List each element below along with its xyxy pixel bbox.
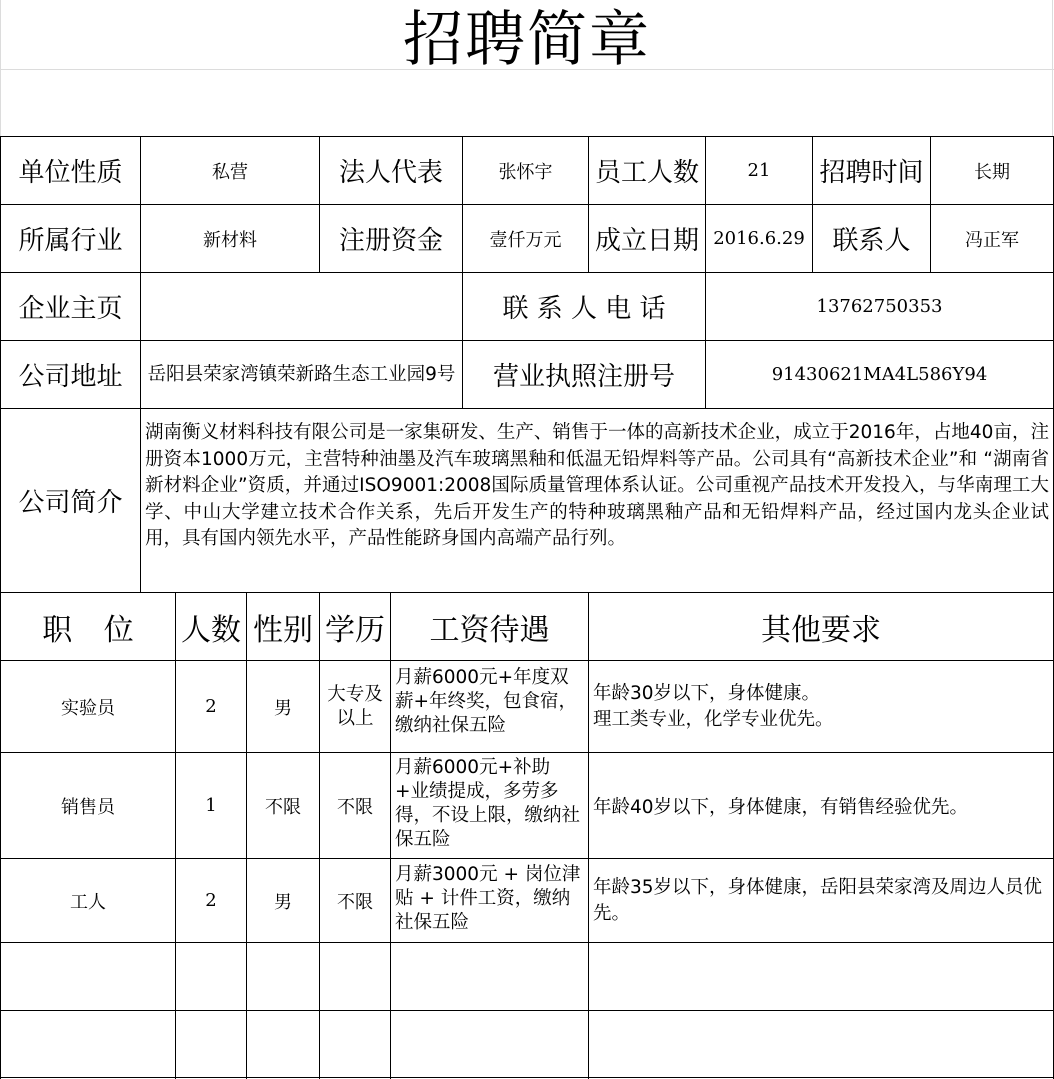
- empty-row: [1, 943, 1053, 1010]
- job-requirements-line: 理工类专业，化学专业优先。: [593, 708, 834, 730]
- job-position: 销售员: [61, 796, 115, 818]
- job-education: 大专及以上: [327, 683, 383, 729]
- license-value: 91430621MA4L586Y94: [771, 364, 988, 385]
- license-label: 营业执照注册号: [492, 362, 675, 392]
- job-salary: 月薪6000元+年度双薪+年终奖，包食宿，缴纳社保五险: [395, 667, 578, 736]
- job-gender: 男: [274, 697, 292, 719]
- recruit-time-label: 招聘时间: [819, 158, 924, 188]
- industry-value: 新材料: [203, 229, 257, 251]
- header-position: 职 位: [42, 612, 134, 648]
- header-gender: 性别: [253, 612, 313, 648]
- empty-row: [1, 1011, 1053, 1077]
- contact-value: 冯正军: [965, 229, 1019, 251]
- job-position: 工人: [70, 891, 106, 913]
- job-education: 不限: [337, 891, 373, 913]
- job-salary: 月薪3000元 + 岗位津贴 + 计件工资，缴纳社保五险: [395, 864, 581, 933]
- industry-label: 所属行业: [18, 226, 123, 256]
- recruit-time-value: 长期: [974, 161, 1010, 183]
- homepage-label: 企业主页: [18, 294, 123, 324]
- capital-value: 壹仟万元: [489, 229, 562, 251]
- header-salary: 工资待遇: [429, 612, 550, 648]
- homepage-value: [141, 273, 462, 340]
- phone-label: 联 系 人 电 话: [502, 294, 666, 324]
- intro-text: 湖南衡义材料科技有限公司是一家集研发、生产、销售于一体的高新技术企业，成立于2016年，占地40亩，注册资本1000万元，主营特种油墨及汽车玻璃黑釉和低温无铅焊料等产品。公司具有“高新技术企业”和 “湖南省新材料企业”资质，并通过ISO9001:2008国际质量管理体系认证。公司重视产品技术开发投入，与华南理工大学、中山大学建立技术合作关系，先后开发生产的特种玻璃黑釉产品和无铅焊料产品，经过国内龙头企业试用，具有国内领先水平，产品性能跻身国内高端产品行列。: [145, 422, 1049, 549]
- job-gender: 男: [274, 891, 292, 913]
- job-education: 不限: [337, 796, 373, 818]
- job-count: 2: [205, 696, 217, 717]
- header-education: 学历: [325, 612, 385, 648]
- table-border: [0, 408, 1054, 409]
- job-count: 2: [205, 890, 217, 911]
- contact-label: 联系人: [832, 226, 911, 256]
- job-position: 实验员: [61, 697, 115, 719]
- job-requirements: [589, 661, 1053, 752]
- staff-label: 员工人数: [594, 158, 699, 188]
- intro-label: 公司简介: [18, 488, 123, 518]
- table-border: [0, 1077, 1054, 1078]
- header-requirements: 其他要求: [761, 612, 881, 648]
- job-requirements: 年龄35岁以下，身体健康，岳阳县荣家湾及周边人员优先。: [593, 876, 1043, 924]
- staff-value: 21: [747, 160, 771, 181]
- job-gender: 不限: [265, 796, 301, 818]
- founded-label: 成立日期: [594, 226, 699, 256]
- address-value: 岳阳县荣家湾镇荣新路生态工业园9号: [147, 363, 456, 385]
- address-label: 公司地址: [18, 362, 123, 392]
- capital-label: 注册资金: [338, 226, 443, 256]
- header-count: 人数: [181, 612, 241, 648]
- nature-value: 私营: [212, 161, 248, 183]
- job-requirements-line: 年龄30岁以下，身体健康。: [593, 682, 821, 704]
- phone-value: 13762750353: [816, 296, 943, 317]
- job-count: 1: [205, 795, 217, 816]
- founded-value: 2016.6.29: [713, 228, 805, 249]
- legal-rep-value: 张怀宇: [498, 161, 553, 183]
- job-salary: 月薪6000元+补助+业绩提成，多劳多得，不设上限，缴纳社保五险: [395, 757, 581, 850]
- nature-label: 单位性质: [18, 158, 123, 188]
- page-title: 招聘简章: [403, 5, 651, 75]
- job-requirements: 年龄40岁以下，身体健康，有销售经验优先。: [593, 796, 969, 818]
- legal-rep-label: 法人代表: [338, 158, 443, 188]
